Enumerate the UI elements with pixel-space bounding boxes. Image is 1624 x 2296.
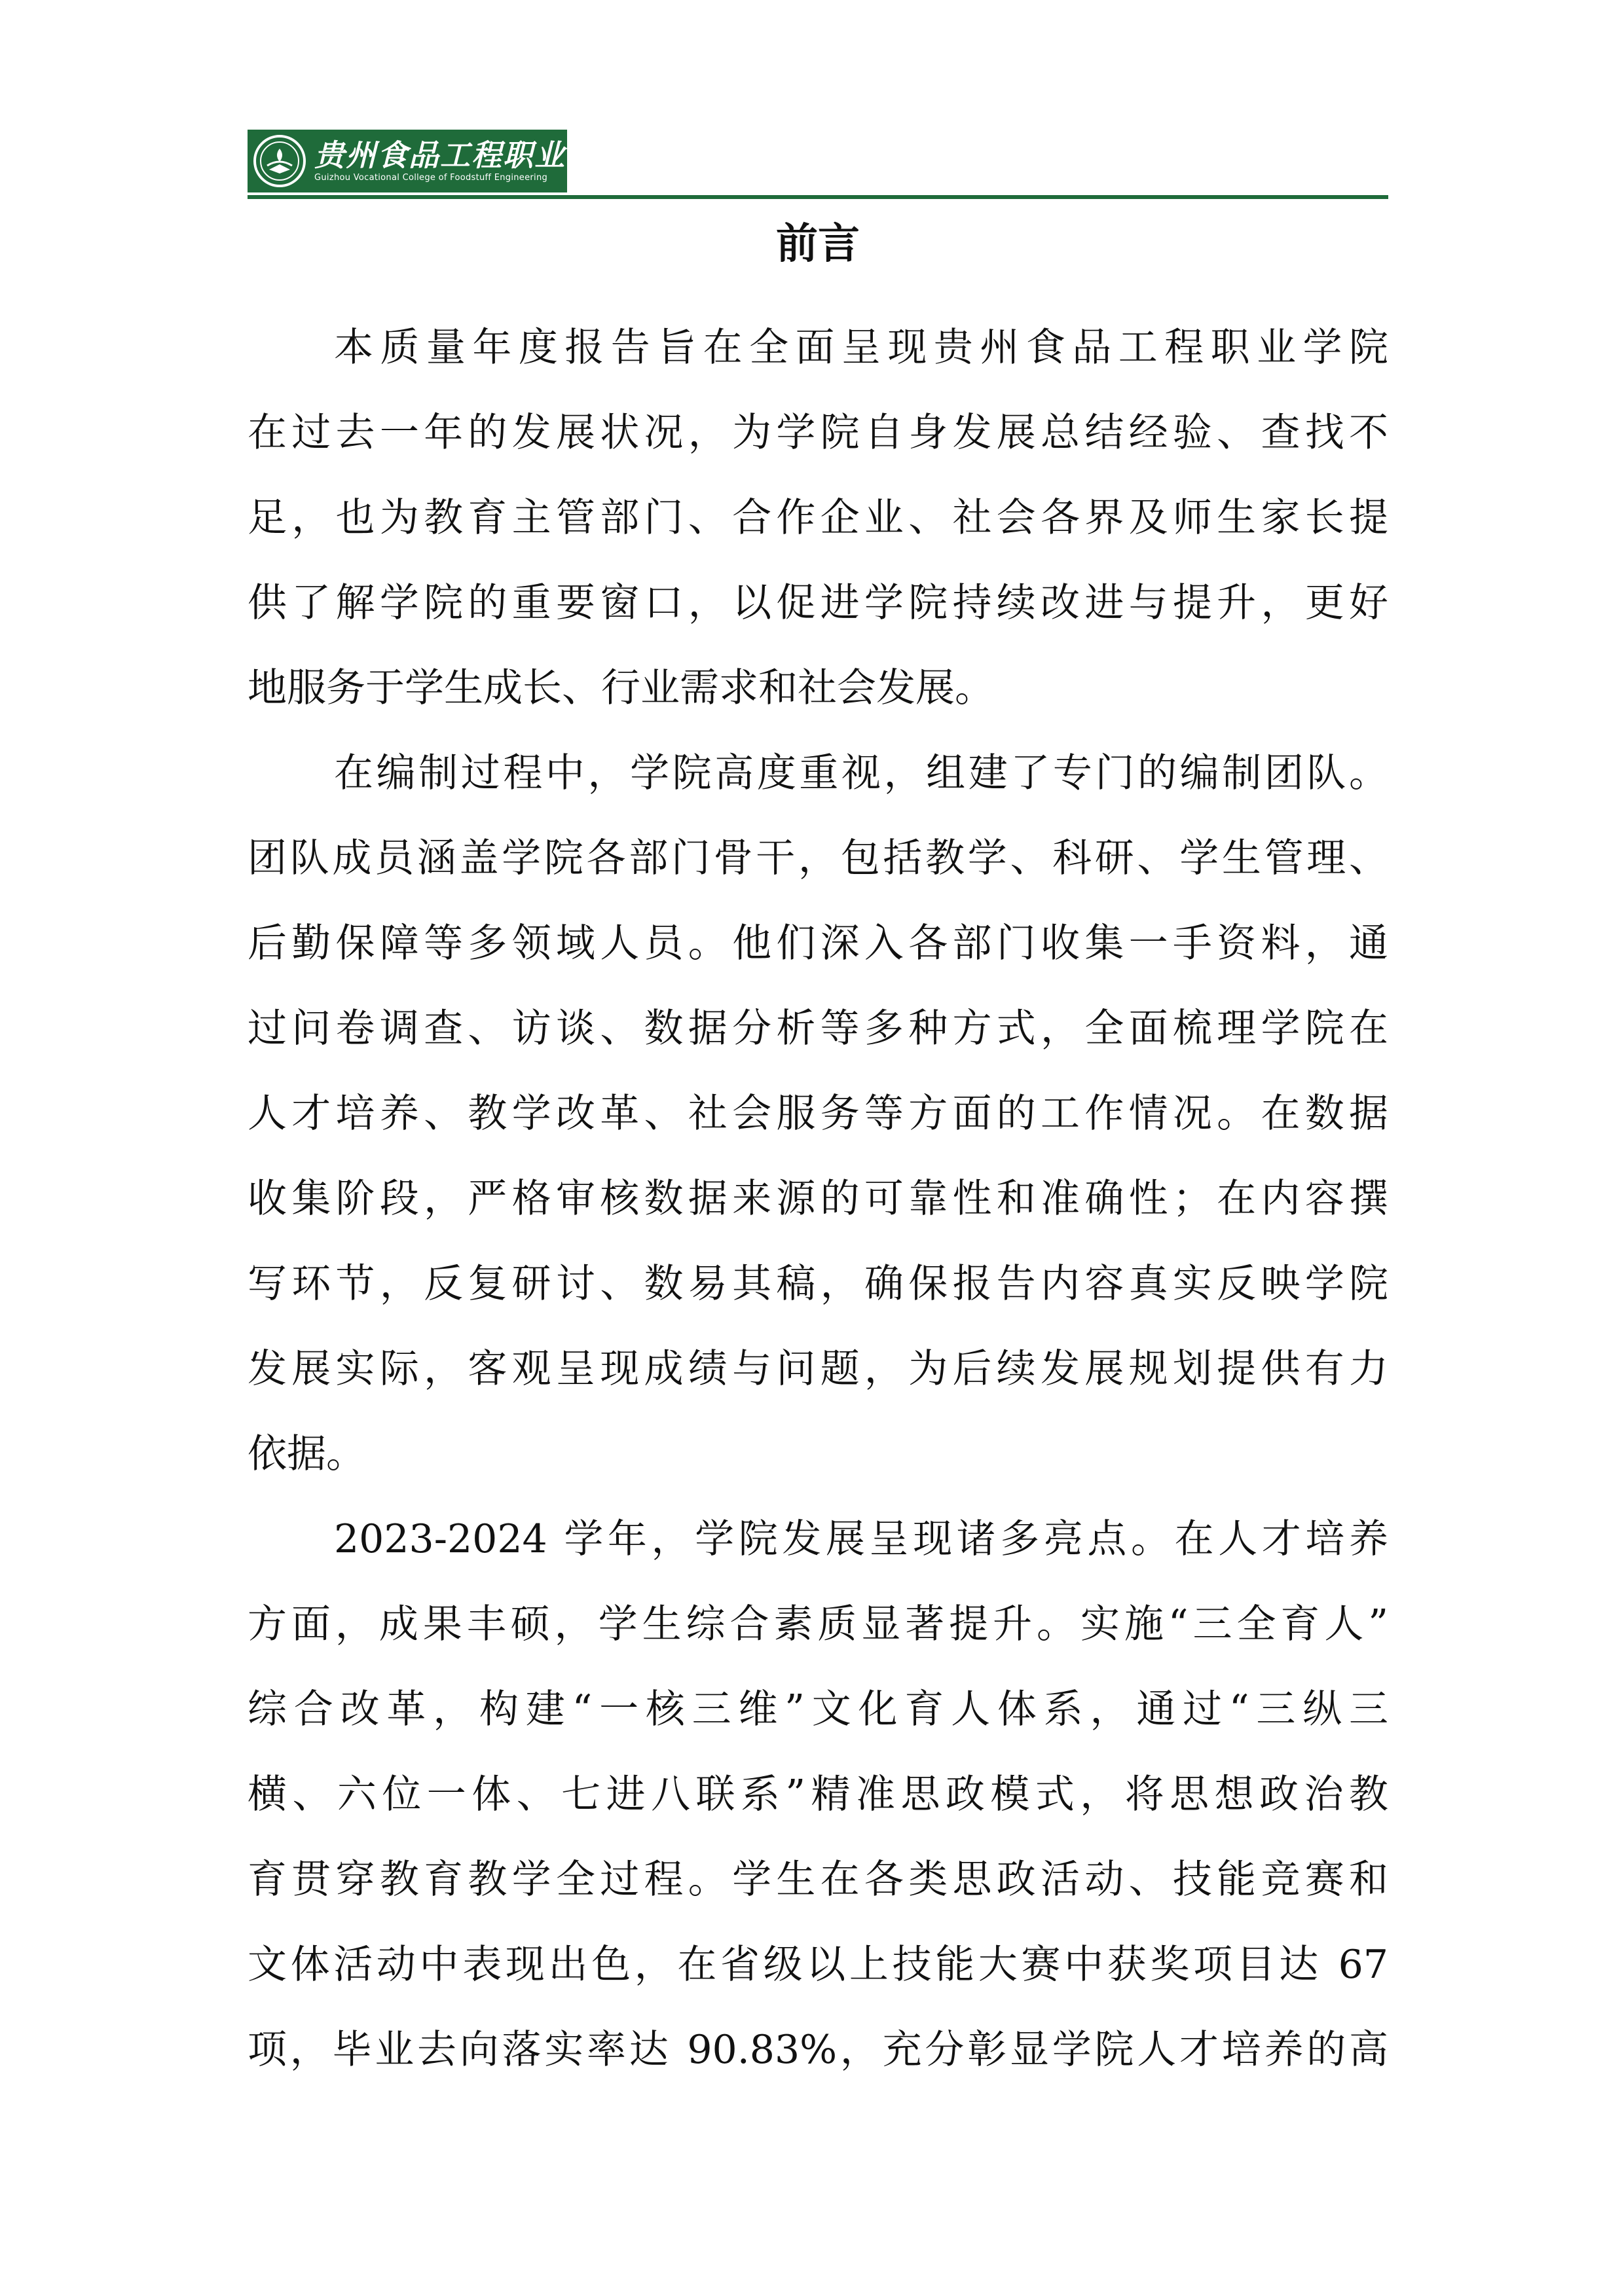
text-line: 依据。 xyxy=(248,1431,365,1477)
text-line: 2023-2024 学年，学院发展呈现诸多亮点。在人才培养 xyxy=(334,1516,1388,1562)
paragraph-1 xyxy=(248,305,1388,731)
text-line: 团队成员涵盖学院各部门骨干，包括教学、科研、学生管理、 xyxy=(248,835,1388,881)
text-line: 发展实际，客观呈现成绩与问题，为后续发展规划提供有力 xyxy=(248,1346,1388,1392)
page-title: 前言 xyxy=(776,220,860,268)
text-line: 方面，成果丰硕，学生综合素质显著提升。实施“三全育人” xyxy=(248,1601,1388,1647)
text-line: 写环节，反复研讨、数易其稿，确保报告内容真实反映学院 xyxy=(248,1261,1388,1307)
logo-text xyxy=(314,138,629,184)
text-line: 育贯穿教育教学全过程。学生在各类思政活动、技能竞赛和 xyxy=(248,1857,1388,1903)
college-emblem-icon xyxy=(253,134,306,188)
text-line: 在过去一年的发展状况，为学院自身发展总结经验、查找不 xyxy=(248,410,1388,456)
text-line: 横、六位一体、七进八联系”精准思政模式，将思想政治教 xyxy=(248,1772,1388,1817)
header-divider xyxy=(248,195,1388,199)
text-line: 在编制过程中，学院高度重视，组建了专门的编制团队。 xyxy=(334,750,1388,796)
text-line: 后勤保障等多领域人员。他们深入各部门收集一手资料，通 xyxy=(248,920,1388,966)
text-line: 文体活动中表现出色，在省级以上技能大赛中获奖项目达 67 xyxy=(248,1942,1388,1988)
text-line: 地服务于学生成长、行业需求和社会发展。 xyxy=(248,665,994,711)
page-header xyxy=(248,130,1388,199)
college-logo xyxy=(248,130,629,192)
text-line: 收集阶段，严格审核数据来源的可靠性和准确性；在内容撰 xyxy=(248,1176,1388,1222)
document-body xyxy=(248,305,1388,2092)
text-line: 过问卷调查、访谈、数据分析等多种方式，全面梳理学院在 xyxy=(248,1006,1388,1051)
text-line: 足，也为教育主管部门、合作企业、社会各界及师生家长提 xyxy=(248,495,1388,541)
logo-english-name: Guizhou Vocational College of Foodstuff Engineering xyxy=(314,173,548,183)
text-line: 项，毕业去向落实率达 90.83%，充分彰显学院人才培养的高 xyxy=(248,2027,1388,2073)
text-line: 本质量年度报告旨在全面呈现贵州食品工程职业学院 xyxy=(334,325,1388,371)
text-line: 供了解学院的重要窗口，以促进学院持续改进与提升，更好 xyxy=(248,580,1388,626)
text-line: 综合改革，构建“一核三维”文化育人体系，通过“三纵三 xyxy=(248,1686,1388,1732)
paragraph-3 xyxy=(248,1497,1388,2092)
logo-chinese-name: 贵州食品工程职业学院 xyxy=(314,137,629,173)
text-line: 人才培养、教学改革、社会服务等方面的工作情况。在数据 xyxy=(248,1091,1388,1137)
paragraph-2 xyxy=(248,731,1388,1497)
